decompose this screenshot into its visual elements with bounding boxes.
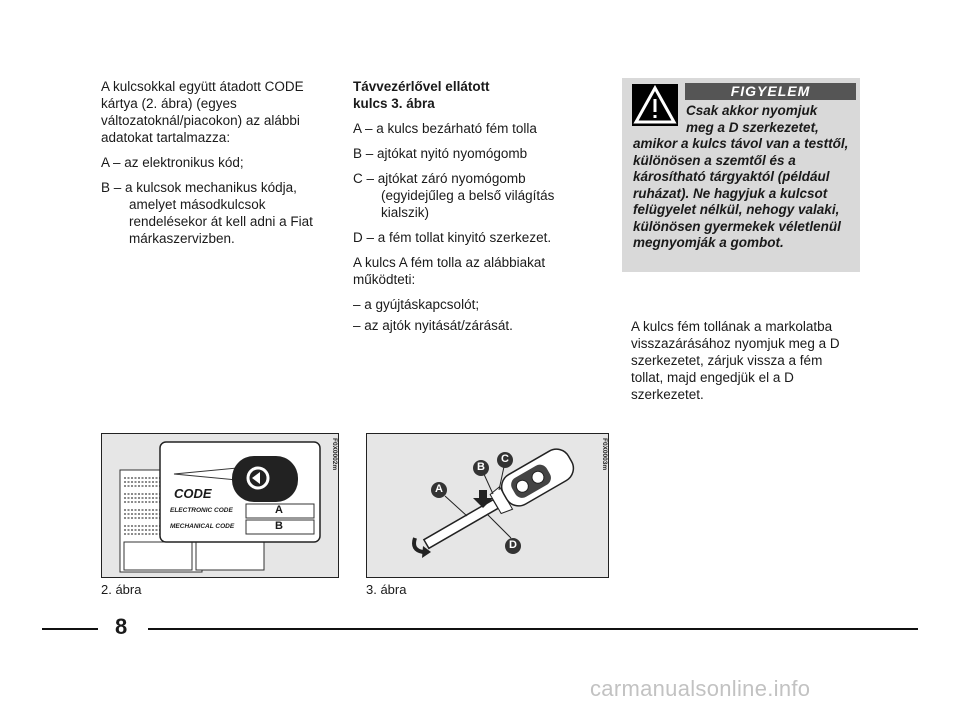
left-column bbox=[101, 78, 331, 255]
footer-rule-left bbox=[42, 628, 98, 630]
figure-3-remote-key bbox=[366, 433, 609, 578]
label-b: B bbox=[477, 461, 485, 473]
item-electronic-code: A – az elektronikus kód; bbox=[101, 155, 244, 170]
item-mechanical-code: B – a kulcsok mechanikus kódja, amelyet másodkulcsok rendelésekor át kell adni a Fiat márkaszervizben. bbox=[101, 180, 313, 246]
warning-box bbox=[622, 78, 860, 272]
item-b: B – ajtókat nyitó nyomógomb bbox=[353, 146, 528, 161]
dash-item-ignition: – a gyújtáskapcsolót; bbox=[353, 297, 480, 312]
warning-title: FIGYELEM bbox=[685, 83, 856, 100]
warning-line-2: meg a D szerkezetet, bbox=[686, 119, 819, 135]
figure-2-code: F0X0002m bbox=[331, 438, 338, 471]
item-d: D – a fém tollat kinyitó szerkezet. bbox=[353, 230, 552, 245]
footer-rule-right bbox=[148, 628, 918, 630]
card-title: CODE bbox=[174, 486, 212, 501]
box-b-label: B bbox=[275, 520, 283, 532]
key-operates-para: A kulcs A fém tolla az alábbiakat működteti: bbox=[353, 255, 546, 287]
label-a: A bbox=[435, 483, 443, 495]
item-c: C – ajtókat záró nyomógomb (egyidejűleg a belső világítás kialszik) bbox=[353, 171, 555, 220]
figure-3-code: F0X0003m bbox=[601, 438, 608, 471]
box-a-label: A bbox=[275, 504, 283, 516]
mechanical-code-label: MECHANICAL CODE bbox=[170, 523, 235, 530]
heading-line-2: kulcs 3. ábra bbox=[353, 96, 435, 111]
code-card-intro: A kulcsokkal együtt átadott CODE kártya (2. ábra) (egyes változatoknál/piacokon) az alábbi adatokat tartalmazza: bbox=[101, 79, 304, 145]
watermark: carmanualsonline.info bbox=[590, 676, 811, 701]
heading-line-1: Távvezérlővel ellátott bbox=[353, 79, 490, 94]
figure-2-code-card bbox=[101, 433, 339, 578]
remote-key-heading bbox=[353, 78, 598, 112]
right-column bbox=[631, 318, 853, 411]
warning-text bbox=[633, 103, 853, 252]
label-c: C bbox=[501, 453, 509, 465]
warning-body: amikor a kulcs távol van a testtől, különösen a szemtől és a károsítható tárgyaktól (például ruházat). Ne hagyjuk a kulcsot felügyelet nélkül, nehogy valaki, különösen gyermekek véletlenül megnyomják a gombot. bbox=[633, 136, 849, 250]
middle-column bbox=[353, 78, 598, 338]
figure-2-caption: 2. ábra bbox=[101, 582, 142, 597]
label-d: D bbox=[509, 539, 517, 551]
code-card-illustration bbox=[102, 434, 338, 577]
page-number: 8 bbox=[115, 614, 128, 639]
remote-key-illustration bbox=[367, 434, 608, 577]
electronic-code-label: ELECTRONIC CODE bbox=[170, 507, 233, 514]
dash-item-doors: – az ajtók nyitását/zárását. bbox=[353, 318, 513, 333]
warning-line-1: Csak akkor nyomjuk bbox=[686, 103, 818, 118]
item-a: A – a kulcs bezárható fém tolla bbox=[353, 121, 537, 136]
close-blade-para: A kulcs fém tollának a markolatba visszazárásához nyomjuk meg a D szerkezetet, zárjuk vissza a fém tollat, majd engedjük el a D szerkezetet. bbox=[631, 319, 840, 402]
figure-3-caption: 3. ábra bbox=[366, 582, 407, 597]
